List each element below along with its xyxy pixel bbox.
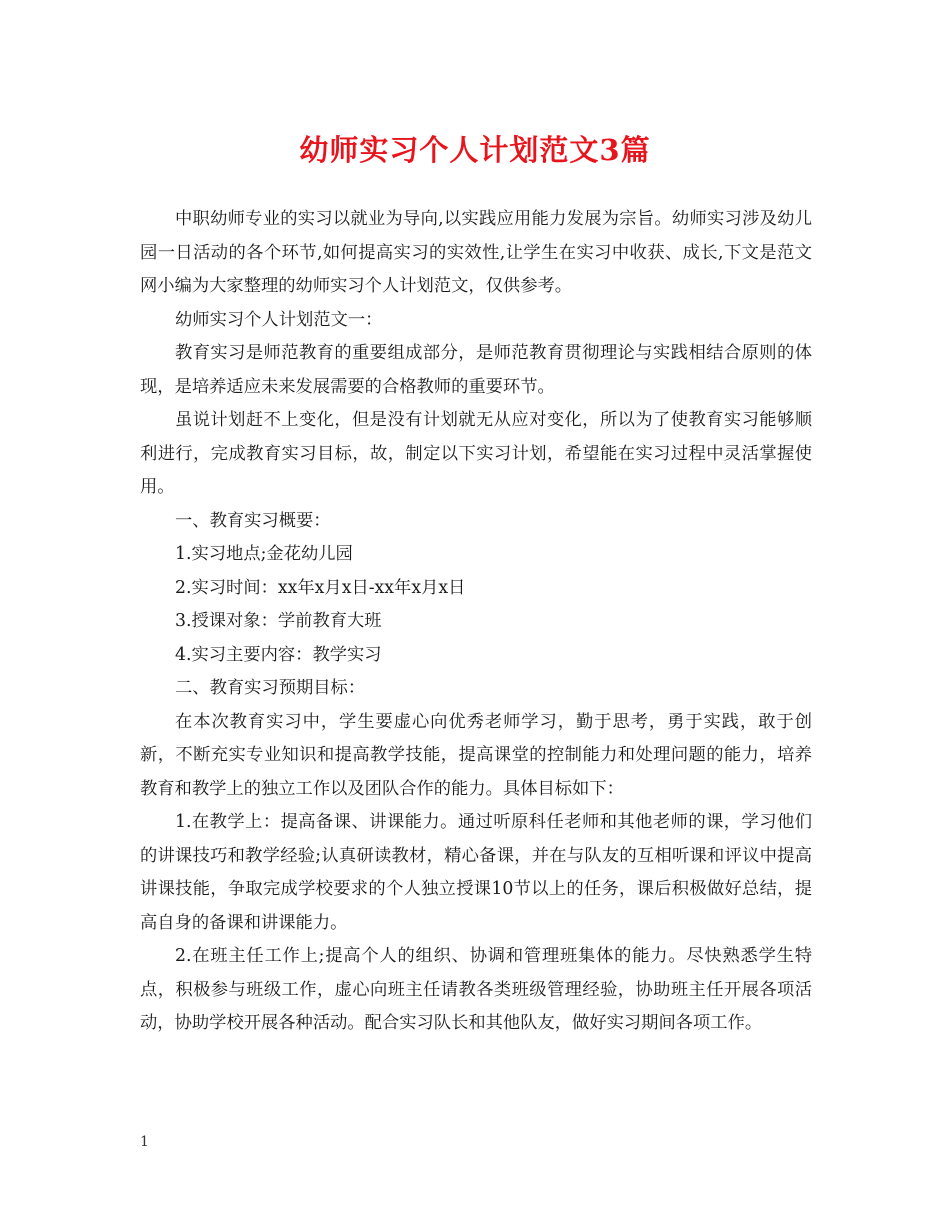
paragraph-goal-teaching: 1.在教学上：提高备课、讲课能力。通过听原科任老师和其他老师的课，学习他们的讲课技巧和教学经验;认真研读教材，精心备课，并在与队友的互相听课和评议中提高讲课技能，争取完成学校要求的个人独立授课10节以上的任务，课后积极做好总结，提高自身的备课和讲课能力。 <box>140 812 812 933</box>
paragraph-goal-class-management: 2.在班主任工作上;提高个人的组织、协调和管理班集体的能力。尽快熟悉学生特点，积极参与班级工作，虚心向班主任请教各类班级管理经验，协助班主任开展各项活动，协助学校开展各种活动。配合实习队长和其他队友，做好实习期间各项工作。 <box>140 946 812 1033</box>
list-item-location: 1.实习地点;金花幼儿园 <box>175 544 353 564</box>
list-item-time: 2.实习时间：xx年x月x日-xx年x月x日 <box>175 577 466 598</box>
list-item-audience: 3.授课对象：学前教育大班 <box>175 611 382 631</box>
page-number: 1 <box>140 1134 149 1150</box>
paragraph-heading-sample-one: 幼师实习个人计划范文一： <box>175 309 383 330</box>
paragraph: 教育实习是师范教育的重要组成部分，是师范教育贯彻理论与实践相结合原则的体现，是培养适应未来发展需要的合格教师的重要环节。 <box>140 343 812 397</box>
list-item-content: 4.实习主要内容：教学实习 <box>175 644 382 665</box>
section-heading-overview: 一、教育实习概要： <box>175 510 331 531</box>
paragraph: 在本次教育实习中，学生要虚心向优秀老师学习，勤于思考，勇于实践，敢于创新，不断充实专业知识和提高教学技能，提高课堂的控制能力和处理问题的能力，培养教育和教学上的独立工作以及团队合作的能力。具体目标如下： <box>140 711 812 799</box>
section-heading-goals: 二、教育实习预期目标： <box>175 678 366 698</box>
paragraph-intro: 中职幼师专业的实习以就业为导向,以实践应用能力发展为宗旨。幼师实习涉及幼儿园一日活动的各个环节,如何提高实习的实效性,让学生在实习中收获、成长,下文是范文网小编为大家整理的幼师实习个人计划范文，仅供参考。 <box>140 209 812 296</box>
document-title: 幼师实习个人计划范文3篇 <box>299 133 651 167</box>
document-body <box>140 203 812 1041</box>
paragraph: 虽说计划赶不上变化，但是没有计划就无从应对变化，所以为了使教育实习能够顺利进行，完成教育实习目标，故，制定以下实习计划，希望能在实习过程中灵活掌握使用。 <box>140 410 812 497</box>
